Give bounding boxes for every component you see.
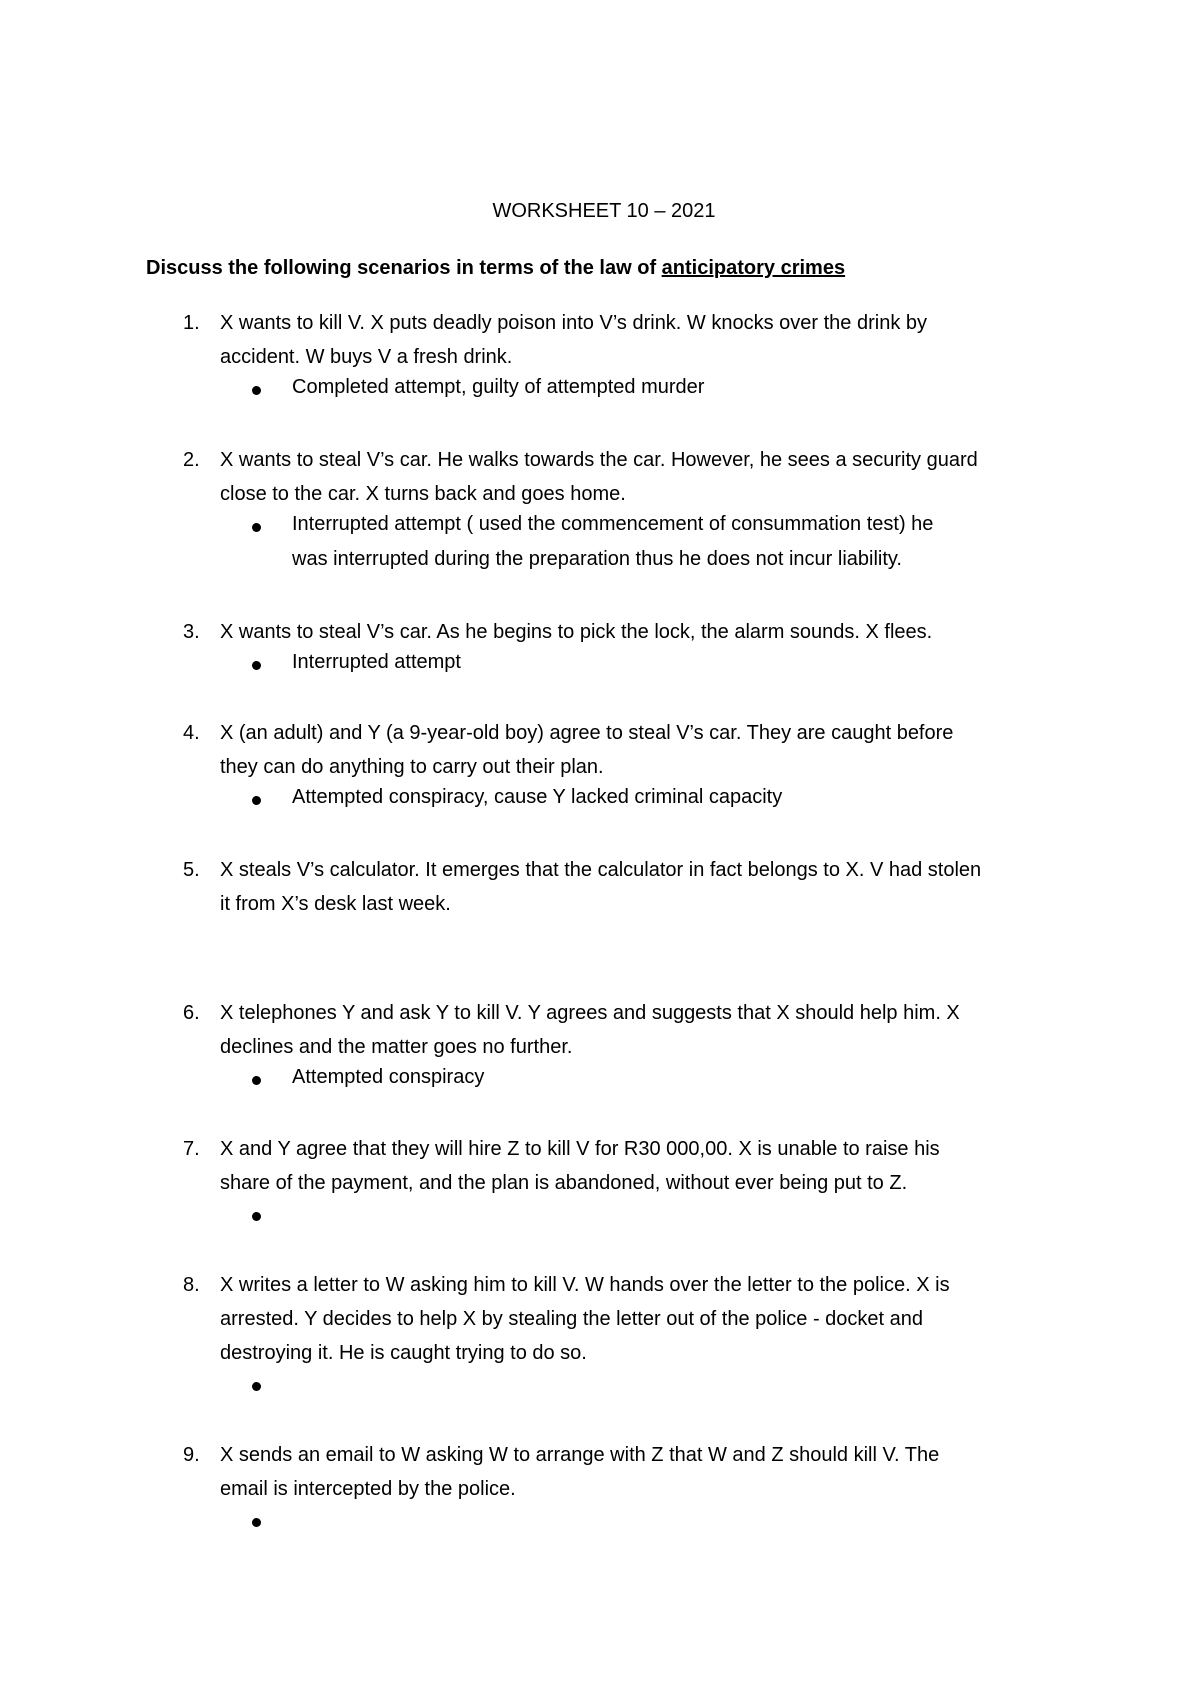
- scenario-line: destroying it. He is caught trying to do so.: [220, 1342, 587, 1364]
- scenario-number: 9.: [183, 1444, 200, 1466]
- scenario-line: X wants to steal V’s car. As he begins to pick the lock, the alarm sounds. X flees.: [220, 621, 933, 643]
- scenario-line: X wants to kill V. X puts deadly poison into V’s drink. W knocks over the drink by: [220, 312, 928, 334]
- scenario-line: declines and the matter goes no further.: [220, 1036, 573, 1058]
- scenario-line: X steals V’s calculator. It emerges that the calculator in fact belongs to X. V had stolen: [220, 859, 982, 881]
- answer-text: Interrupted attempt ( used the commencement of consummation test) he: [292, 513, 934, 535]
- bullet-icon: [252, 1076, 261, 1085]
- scenario-number: 3.: [183, 621, 200, 643]
- scenario-line: email is intercepted by the police.: [220, 1478, 516, 1500]
- scenario-line: X and Y agree that they will hire Z to kill V for R30 000,00. X is unable to raise his: [220, 1138, 940, 1160]
- worksheet-instruction: [146, 257, 845, 280]
- answer-text: Attempted conspiracy: [292, 1066, 485, 1088]
- bullet-icon: [252, 386, 261, 395]
- scenario-line: X (an adult) and Y (a 9-year-old boy) agree to steal V’s car. They are caught before: [220, 722, 954, 744]
- scenario-line: arrested. Y decides to help X by stealing the letter out of the police - docket and: [220, 1308, 924, 1330]
- answer-text: Completed attempt, guilty of attempted murder: [292, 376, 705, 398]
- scenario-number: 1.: [183, 312, 200, 334]
- answer-text: Attempted conspiracy, cause Y lacked criminal capacity: [292, 786, 783, 808]
- scenario-line: X sends an email to W asking W to arrange with Z that W and Z should kill V. The: [220, 1444, 940, 1466]
- scenario-line: close to the car. X turns back and goes home.: [220, 483, 626, 505]
- scenario-number: 7.: [183, 1138, 200, 1160]
- scenario-line: X telephones Y and ask Y to kill V. Y agrees and suggests that X should help him. X: [220, 1002, 960, 1024]
- bullet-icon: [252, 1212, 261, 1221]
- scenario-number: 8.: [183, 1274, 200, 1296]
- instruction-underlined: anticipatory crimes: [661, 257, 846, 279]
- scenario-number: 6.: [183, 1002, 200, 1024]
- bullet-icon: [252, 661, 261, 670]
- scenario-line: they can do anything to carry out their plan.: [220, 756, 604, 778]
- scenario-number: 4.: [183, 722, 200, 744]
- bullet-icon: [252, 1518, 261, 1527]
- scenario-line: X wants to steal V’s car. He walks towards the car. However, he sees a security guard: [220, 449, 978, 471]
- scenario-line: it from X’s desk last week.: [220, 893, 451, 915]
- worksheet-title: WORKSHEET 10 – 2021: [492, 200, 716, 222]
- answer-text: Interrupted attempt: [292, 651, 461, 673]
- instruction-text: Discuss the following scenarios in terms of the law of: [146, 257, 662, 279]
- bullet-icon: [252, 796, 261, 805]
- scenario-number: 2.: [183, 449, 200, 471]
- scenario-line: accident. W buys V a fresh drink.: [220, 346, 513, 368]
- bullet-icon: [252, 523, 261, 532]
- answer-text: was interrupted during the preparation thus he does not incur liability.: [292, 548, 902, 570]
- bullet-icon: [252, 1382, 261, 1391]
- scenario-number: 5.: [183, 859, 200, 881]
- scenario-line: X writes a letter to W asking him to kill V. W hands over the letter to the police. X is: [220, 1274, 950, 1296]
- scenario-line: share of the payment, and the plan is abandoned, without ever being put to Z.: [220, 1172, 908, 1194]
